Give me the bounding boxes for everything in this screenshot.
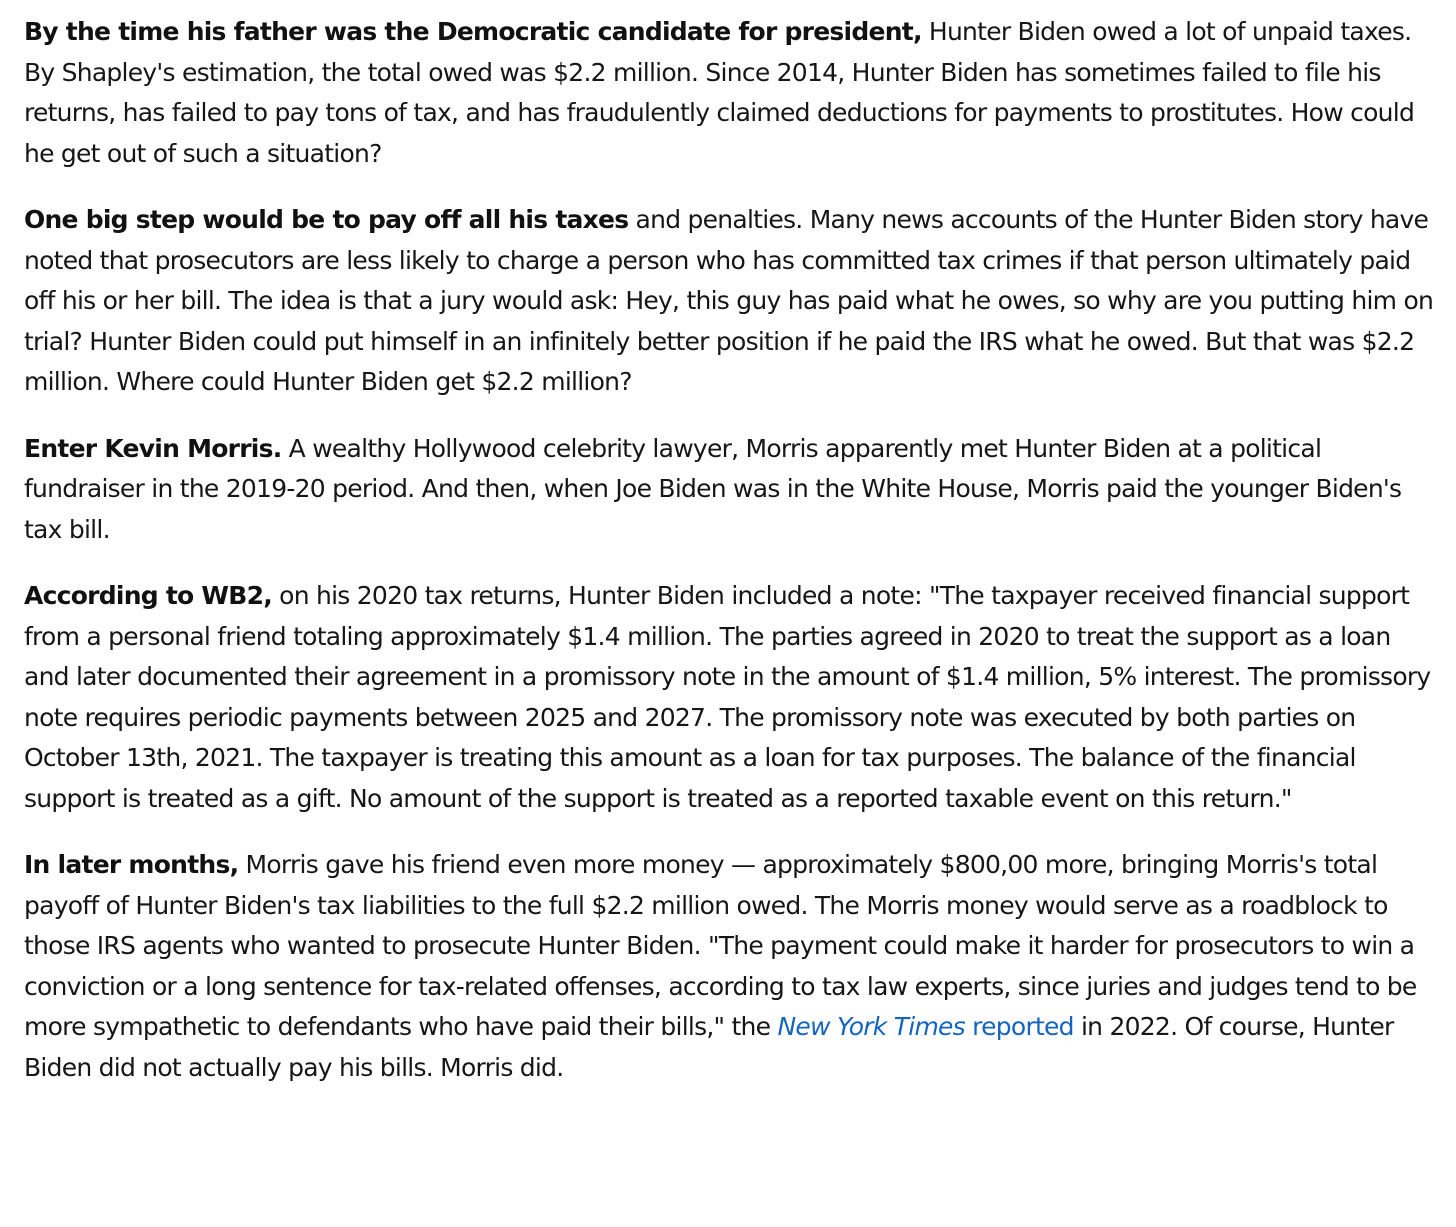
paragraph-4-lead: According to WB2, <box>24 581 272 610</box>
paragraph-3-lead: Enter Kevin Morris. <box>24 433 282 463</box>
nyt-publication-name: New York Times <box>777 1012 965 1041</box>
paragraph-5-tail: in 2022. Of course, Hunter Biden did not actually pay his bills. Morris did. <box>24 1012 1394 1082</box>
paragraph-2-lead: One big step would be to pay off all his taxes <box>24 205 629 234</box>
paragraph-1 <box>24 12 1439 174</box>
paragraph-2 <box>24 200 1439 403</box>
paragraph-1-body: Hunter Biden owed a lot of unpaid taxes. By Shapley's estimation, the total owed was $2.2 million. Since 2014, Hunter Biden has sometimes failed to file his returns, has failed to pay tons of tax, and has fraudulently claimed deductions for payments to prostitutes. How could he get out of such a situation? <box>24 17 1415 168</box>
paragraph-5-body: Morris gave his friend even more money — approximately $800,00 more, bringing Morris's total payoff of Hunter Biden's tax liabilities to the full $2.2 million owed. The Morris money would serve as a roadblock to those IRS agents who wanted to prosecute Hunter Biden. "The payment could make it harder for prosecutors to win a conviction or a long sentence for tax-related offenses, according to tax law experts, since juries and judges tend to be more sympathetic to defendants who have paid their bills," the <box>24 850 1417 1041</box>
paragraph-5-lead: In later months, <box>24 850 239 879</box>
paragraph-4-body: on his 2020 tax returns, Hunter Biden included a note: "The taxpayer received financial support from a personal friend totaling approximately $1.4 million. The parties agreed in 2020 to treat the support as a loan and later documented their agreement in a promissory note in the amount of $1.4 million, 5% interest. The promissory note requires periodic payments between 2025 and 2027. The promissory note was executed by both parties on October 13th, 2021. The taxpayer is treating this amount as a loan for tax purposes. The balance of the financial support is treated as a gift. No amount of the support is treated as a reported taxable event on this return." <box>24 581 1431 813</box>
article-body <box>24 12 1439 1088</box>
paragraph-3 <box>24 429 1439 551</box>
paragraph-3-body: A wealthy Hollywood celebrity lawyer, Morris apparently met Hunter Biden at a political fundraiser in the 2019-20 period. And then, when Joe Biden was in the White House, Morris paid the younger Biden's tax bill. <box>24 433 1402 544</box>
paragraph-5 <box>24 845 1439 1088</box>
paragraph-4 <box>24 576 1439 819</box>
nyt-link-verb: reported <box>964 1012 1074 1041</box>
paragraph-1-lead: By the time his father was the Democratic candidate for president, <box>24 17 922 46</box>
paragraph-2-body: and penalties. Many news accounts of the Hunter Biden story have noted that prosecutors are less likely to charge a person who has committed tax crimes if that person ultimately paid off his or her bill. The idea is that a jury would ask: Hey, this guy has paid what he owes, so why are you putting him on trial? Hunter Biden could put himself in an infinitely better position if he paid the IRS what he owed. But that was $2.2 million. Where could Hunter Biden get $2.2 million? <box>24 205 1434 396</box>
nyt-reported-link[interactable] <box>777 1012 1073 1041</box>
